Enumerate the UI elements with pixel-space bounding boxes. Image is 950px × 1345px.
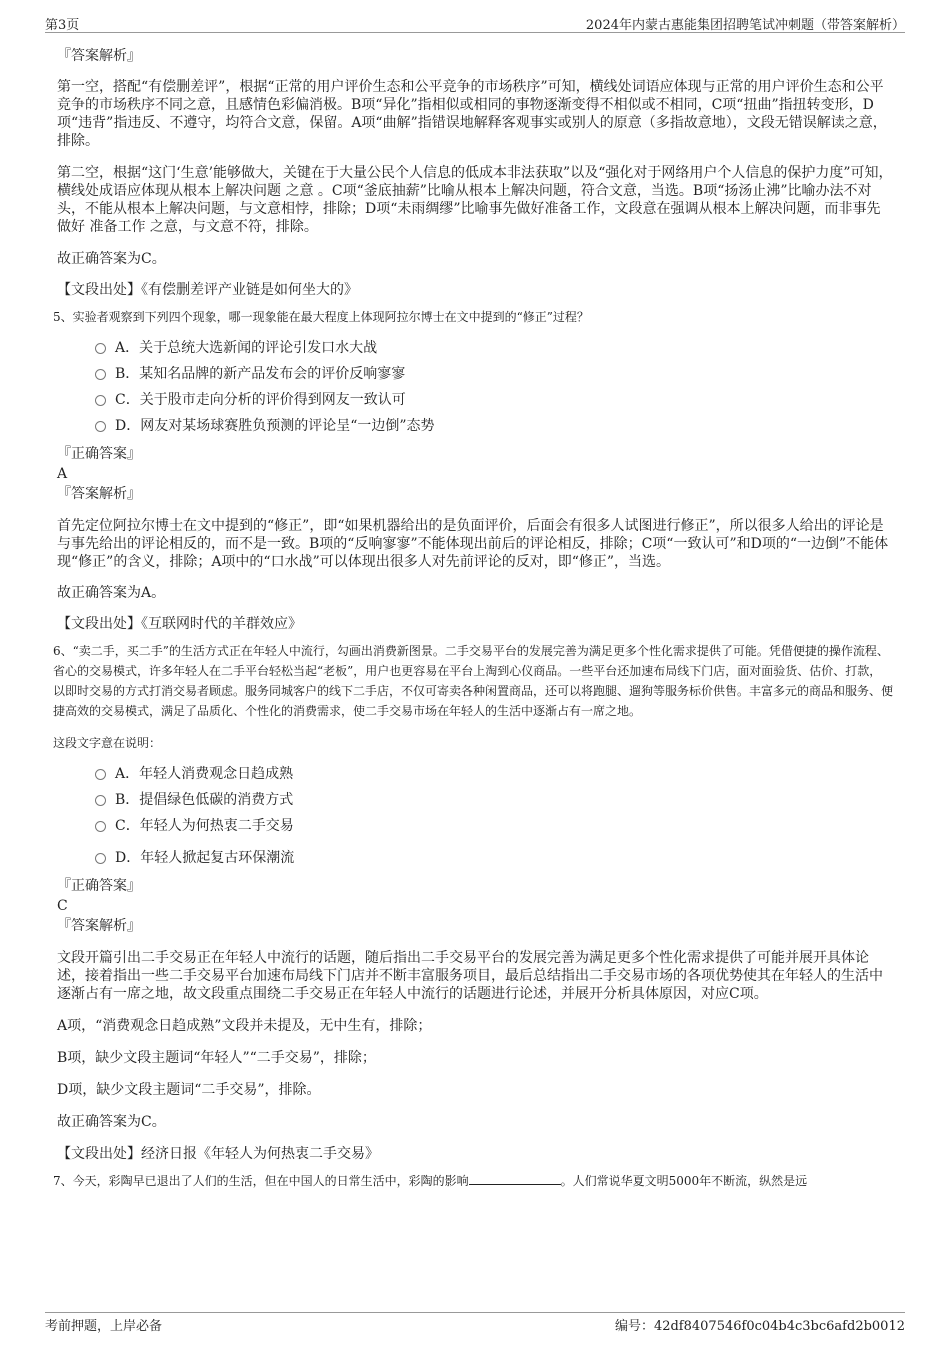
option-letter: C． [115,392,140,408]
options-q5 [57,339,893,435]
option-note: D项，缺少文段主题词“二手交易”，排除。 [57,1082,321,1098]
radio-icon[interactable] [95,821,106,832]
radio-icon[interactable] [95,421,106,432]
analysis-paragraph: 文段开篇引出二手交易正在年轻人中流行的话题，随后指出二手交易平台的发展完善为满足更多个性化需求提供了可能并展开具体论述，接着指出一些二手交易平台加速布局线下门店并不断丰富服务项目，最后总结指出二手交易市场的各项优势使其在年轻人的生活中逐渐占有一席之地，故文段重点围绕二手交易正在年轻人中流行的话题进行论述，并展开分析具体原因，对应C项。 [57,950,883,1002]
option-text: 某知名品牌的新产品发布会的评价反响寥寥 [139,366,406,382]
option-b[interactable] [57,791,893,809]
option-note: B项，缺少文段主题词“年轻人”“二手交易”，排除； [57,1050,376,1066]
page-number: 第3页 [45,18,80,33]
question-5: 5、实验者观察到下列四个现象，哪一现象能在最大程度上体现阿拉尔博士在文中提到的“修正”过程？ [53,310,589,324]
radio-icon[interactable] [95,795,106,806]
conclusion: 故正确答案为A。 [57,585,166,601]
analysis-paragraph: 首先定位阿拉尔博士在文中提到的“修正”，即“如果机器给出的是负面评价，后面会有很多人试图进行修正”，所以很多人给出的评论是与事先给出的评论相反的，而不是一致。B项的“反响寥寥”不能体现出前后的评论相反，排除；C项“一致认可”和D项的“一边倒”不能体现“修正”的含义，排除；A项中的“口水战”可以体现出很多人对先前评论的反对，即“修正”，当选。 [57,518,889,570]
page-footer [45,1312,905,1333]
option-a[interactable] [57,765,893,783]
option-letter: D． [115,850,141,866]
option-letter: A． [115,766,140,782]
radio-icon[interactable] [95,343,106,354]
option-letter: B． [115,366,140,382]
option-d[interactable] [57,417,893,435]
correct-answer-label: 『正确答案』 [57,878,141,894]
analysis-label: 『答案解析』 [57,486,141,502]
option-text: 网友对某场球赛胜负预测的评论呈“一边倒”态势 [140,418,435,434]
correct-answer-label: 『正确答案』 [57,446,141,462]
document-id: 编号：42df8407546f0c04b4c3bc6afd2b0012 [614,1319,905,1334]
source: 【文段出处】经济日报《年轻人为何热衷二手交易》 [57,1146,379,1162]
question-prompt: 这段文字意在说明： [53,736,162,750]
radio-icon[interactable] [95,395,106,406]
option-b[interactable] [57,365,893,383]
question-text: 7、今天，彩陶早已退出了人们的生活，但在中国人的日常生活中，彩陶的影响 [53,1174,469,1188]
correct-answer: A [57,466,68,482]
option-text: 年轻人为何热衷二手交易 [139,818,294,834]
analysis-label: 『答案解析』 [57,918,141,934]
source: 【文段出处】《互联网时代的羊群效应》 [57,616,302,632]
option-letter: C． [115,818,140,834]
document-body [53,44,894,1191]
option-letter: B． [115,792,140,808]
analysis-paragraph: 第二空，根据“这门‘生意’能够做大，关键在于大量公民个人信息的低成本非法获取”以及“强化对于网络用户个人信息的保护力度”可知，横线处成语应体现从根本上解决问题 之意 。C项“釜底抽薪”比喻从根本上解决问题，符合文意，当选。B项“扬汤止沸”比喻办法不对头，不能从根本上解决问题，与文意相悖，排除；D项“未雨绸缪”比喻事先做好准备工作，文段意在强调从根本上解决问题，而非事先做好 准备工作 之意，与文意不符，排除。 [57,165,893,235]
option-text: 年轻人掀起复古环保潮流 [140,850,295,866]
page-header [45,12,905,33]
options-q6 [57,765,893,867]
footer-slogan: 考前押题，上岸必备 [45,1319,163,1334]
document-title: 2024年内蒙古惠能集团招聘笔试冲刺题（带答案解析） [585,18,905,33]
answer-blank [469,1172,561,1185]
radio-icon[interactable] [95,853,106,864]
question-7 [53,1171,893,1191]
option-note: A项，“消费观念日趋成熟”文段并未提及，无中生有，排除； [57,1018,432,1034]
option-a[interactable] [57,339,893,357]
conclusion: 故正确答案为C。 [57,251,166,267]
analysis-label: 『答案解析』 [57,48,141,64]
correct-answer: C [57,898,68,914]
option-text: 关于股市走向分析的评价得到网友一致认可 [139,392,406,408]
radio-icon[interactable] [95,769,106,780]
question-6: 6、“卖二手，买二手”的生活方式正在年轻人中流行，勾画出消费新图景。二手交易平台的发展完善为满足更多个性化需求提供了可能。凭借便捷的操作流程、省心的交易模式，许多年轻人在二手平台轻松当起“老板”，用户也更容易在平台上淘到心仪商品。一些平台还加速布局线下门店，面对面验货、估价、打款，以即时交易的方式打消交易者顾虑。服务同城客户的线下二手店，不仅可寄卖各种闲置商品，还可以将跑腿、遛狗等服务标价供售。丰富多元的商品和服务、便捷高效的交易模式，满足了品质化、个性化的消费需求，使二手交易市场在年轻人的生活中逐渐占有一席之地。 [53,644,894,718]
option-d[interactable] [57,849,893,867]
option-c[interactable] [57,391,893,409]
conclusion: 故正确答案为C。 [57,1114,166,1130]
source: 【文段出处】《有偿删差评产业链是如何坐大的》 [57,282,358,298]
option-c[interactable] [57,817,893,835]
option-letter: D． [115,418,141,434]
question-text: 。人们常说华夏文明5000年不断流，纵然是远 [560,1174,808,1188]
option-text: 提倡绿色低碳的消费方式 [139,792,294,808]
option-letter: A． [115,340,140,356]
option-text: 年轻人消费观念日趋成熟 [139,766,294,782]
analysis-paragraph: 第一空，搭配“有偿删差评”，根据“正常的用户评价生态和公平竞争的市场秩序”可知，横线处词语应体现与正常的用户评价生态和公平竞争的市场秩序不同之意，且感情色彩偏消极。B项“异化”指相似或相同的事物逐渐变得不相似或不相同，C项“扭曲”指扭转变形，D项“违背”指违反、不遵守，均符合文意，保留。A项“曲解”指错误地解释客观事实或别人的原意（多指故意地），文段无错误解读之意，排除。 [57,79,887,149]
radio-icon[interactable] [95,369,106,380]
option-text: 关于总统大选新闻的评论引发口水大战 [139,340,378,356]
